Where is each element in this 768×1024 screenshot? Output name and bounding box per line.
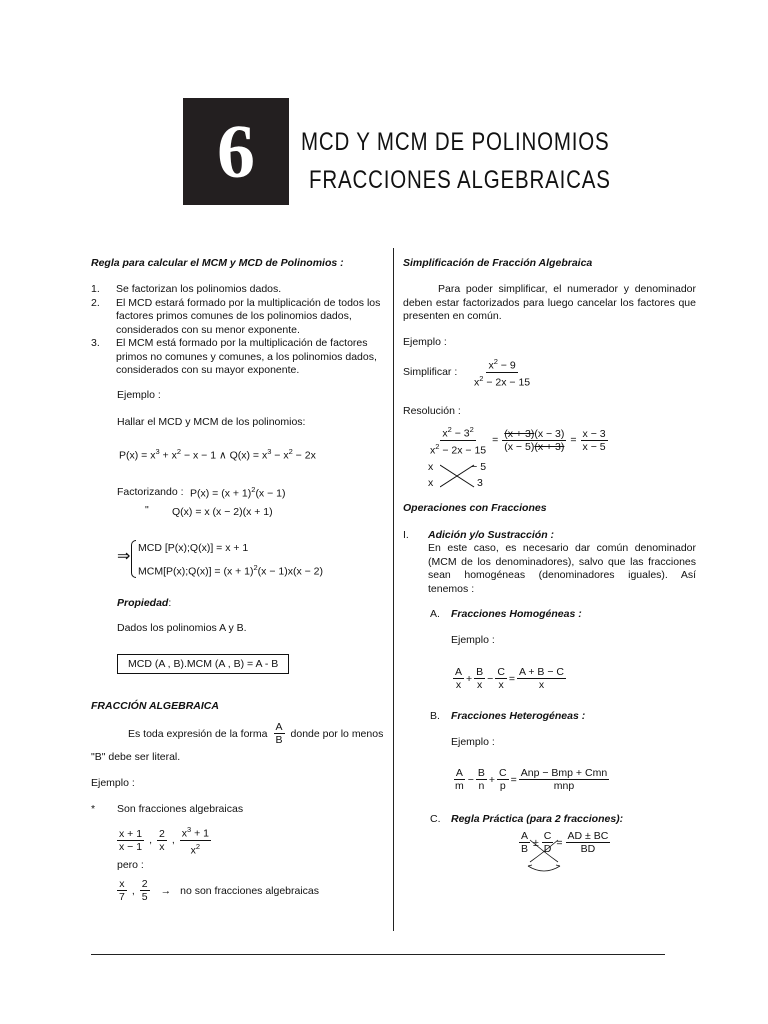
mcm-result: MCM[P(x);Q(x)] = $(x + 1)^2(x - 1)x(x - 2)$	[138, 563, 324, 578]
q-factored: Q(x) = x (x − 2)(x + 1)	[172, 506, 273, 518]
fraction-heading: FRACCIÓN ALGEBRAICA	[91, 700, 219, 712]
rule-heading: Regla para calcular el MCM y MCD de Polinomios :	[91, 257, 344, 269]
rule-text: Se factorizan los polinomios dados.	[116, 283, 282, 295]
resolution-label: Resolución :	[403, 405, 461, 417]
fraction-definition-pre: Es toda expresión de la forma	[128, 727, 268, 740]
fraction-definition-line2: "B" debe ser literal.	[91, 751, 181, 763]
property-text: Dados los polinomios A y B.	[117, 622, 247, 634]
polynomials-formula: $P(x) = x^3 + x^2 - x - 1$ ∧ $Q(x) = x^3 - x^2 - 2x$	[119, 447, 316, 462]
cross-lines-icon	[440, 462, 476, 490]
column-divider	[393, 248, 394, 931]
example-label: Ejemplo :	[117, 389, 161, 401]
op-title: Adición y/o Sustracción :	[428, 529, 555, 541]
a-label: A.	[430, 608, 440, 620]
fraction-definition	[128, 721, 383, 746]
example2-label: Ejemplo :	[91, 777, 135, 789]
ditto-mark: "	[145, 504, 149, 516]
fraction-definition-post: donde por lo menos	[290, 727, 384, 740]
factor-label: Factorizando :	[117, 486, 184, 498]
fraction-examples: $\frac{x + 1}{x - 1}$ , $\frac{2}{x}$ , $\frac{x^3 + 1}{x^2}$	[119, 825, 209, 856]
rule-number: 3.	[91, 337, 100, 349]
a-title: Fracciones Homogéneas :	[451, 608, 582, 620]
homogeneous-formula: $\frac{A}{x}$ + $\frac{B}{x}$ − $\frac{C}{x}$ = $\frac{A + B - C}{x}$	[455, 666, 564, 691]
op-text: En este caso, es necesario dar común denominador (MCM de los denominadores), salvo que las fracciones sean homogéneas (denominadores iguales). Así tenemos :	[428, 542, 696, 595]
bullet: *	[91, 803, 96, 815]
cross-multiply-arrows-icon	[524, 834, 564, 874]
b-label: B.	[430, 710, 440, 722]
simplify-example-label: Ejemplo :	[403, 336, 447, 348]
fraction-a-over-b: $\frac{A}{B}$	[275, 721, 283, 746]
rule-item	[91, 337, 386, 378]
b-example-label: Ejemplo :	[451, 736, 495, 748]
chapter-number-box	[183, 98, 289, 205]
rule-item	[91, 283, 386, 297]
rule-item	[91, 297, 386, 338]
rules-list	[91, 283, 386, 378]
chapter-title-line2: FRACCIONES ALGEBRAICAS	[309, 166, 611, 194]
non-fraction-examples: $\frac{x}{7}$ , $\frac{2}{5}$ → no son fracciones algebraicas	[119, 878, 320, 903]
b-title: Fracciones Heterogéneas :	[451, 710, 586, 722]
property-formula: MCD (A , B).MCM (A , B) = A - B	[117, 654, 289, 674]
property-heading-row: Propiedad:	[117, 597, 172, 609]
property-heading: Propiedad	[117, 597, 169, 609]
practical-rule-formula: $\frac{A}{B}$ ± $\frac{C}{D}$ = $\frac{AD \pm BC}{BD}$	[521, 830, 609, 855]
are-fractions-text: Son fracciones algebraicas	[117, 803, 244, 815]
rule-text: El MCM está formado por la multiplicación de factores primos no comunes y comunes, a los polinomios dados, considerados con su mayor exponente.	[116, 337, 377, 376]
rule-number: 2.	[91, 296, 100, 309]
mcd-result: MCD [P(x);Q(x)] = x + 1	[138, 542, 249, 554]
simplification-text: Para poder simplificar, el numerador y denominador deben estar factorizados para luego cancelar los factores que presenten en común.	[403, 283, 696, 322]
simplify-label: Simplificar :	[403, 366, 458, 378]
c-title: Regla Práctica (para 2 fracciones):	[451, 813, 624, 825]
rule-number: 1.	[91, 283, 100, 295]
chapter-number: 6	[217, 109, 255, 194]
example-text: Hallar el MCD y MCM de los polinomios:	[117, 416, 306, 428]
simplification-heading: Simplificación de Fracción Algebraica	[403, 257, 593, 269]
a-example-label: Ejemplo :	[451, 634, 495, 646]
arrow-right-icon: →	[160, 884, 172, 897]
resolution-formula: $\frac{x^2 - 3^2}{x^2 - 2x - 15}$ = $\frac{(x + 3)(x - 3)}{(x - 5)(x + 3)}$ = $\frac{x - 3}{x - 5}$	[430, 425, 606, 456]
operations-heading: Operaciones con Fracciones	[403, 502, 547, 514]
brace-icon	[131, 540, 136, 578]
simplify-fraction: $\frac{x^2 - 9}{x^2 - 2x - 15}$	[474, 357, 531, 388]
not-fractions-text: no son fracciones algebraicas	[180, 884, 320, 897]
chapter-title-line1: MCD Y MCM DE POLINOMIOS	[301, 128, 610, 156]
p-factored: $P(x) = (x + 1)^2(x - 1)$	[190, 485, 286, 500]
c-label: C.	[430, 813, 441, 825]
bottom-rule	[91, 954, 665, 955]
heterogeneous-formula: $\frac{A}{m}$ − $\frac{B}{n}$ + $\frac{C}{p}$ = $\frac{\text{Anp − Bmp + Cmn}}{\text{mnp}}$	[455, 767, 608, 792]
implies-icon: ⇒	[117, 548, 131, 565]
cross-method: x − 5 x 3	[428, 461, 487, 489]
rule-text: El MCD estará formado por la multiplicación de todos los factores primos comunes de los polinomios dados, considerados con su menor exponente.	[116, 296, 381, 336]
op-number: I.	[403, 529, 409, 541]
but-label: pero :	[117, 859, 144, 871]
